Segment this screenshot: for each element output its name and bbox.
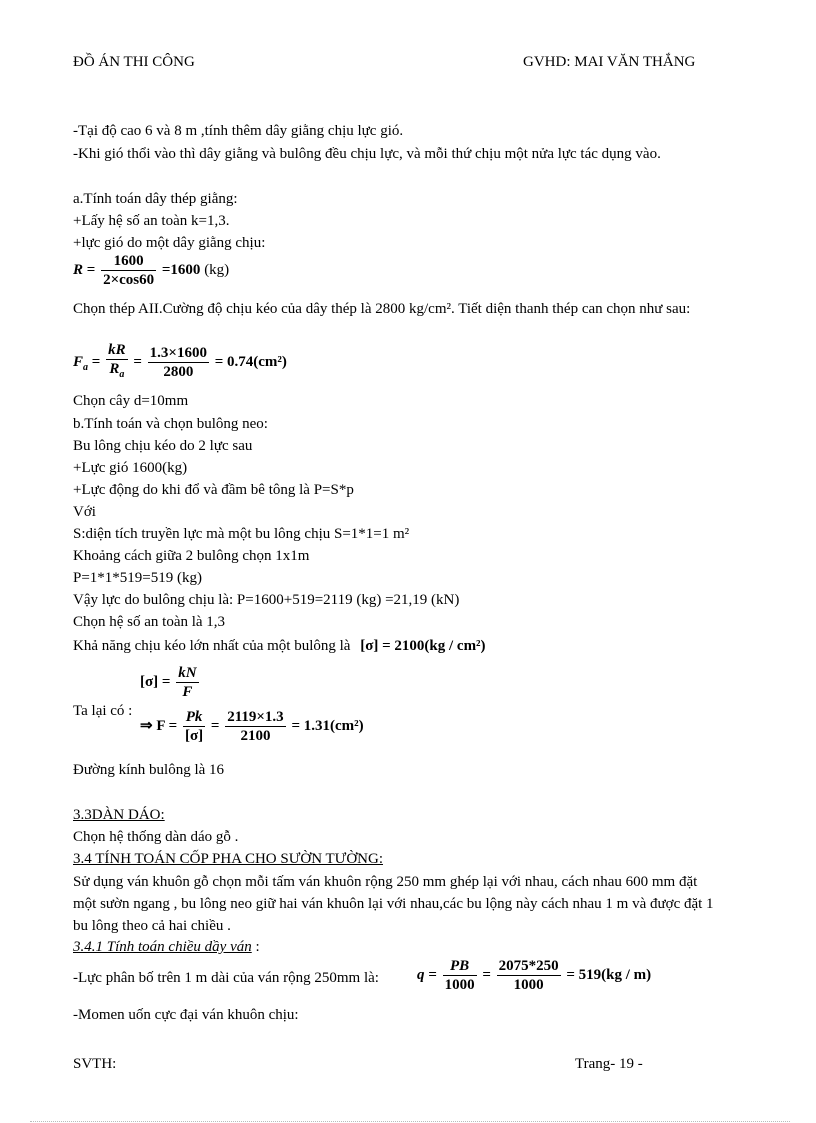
text-line: Khoảng cách giữa 2 bulông chọn 1x1m <box>73 548 310 564</box>
section-heading-3-4: 3.4 TÍNH TOÁN CỐP PHA CHO SƯỜN TƯỜNG: <box>73 851 383 867</box>
eq-fa-result: = 0.74(cm²) <box>214 353 287 370</box>
eq-fa-num2: 1.3×1600 <box>149 345 207 361</box>
text-line: Ta lại có : <box>73 703 133 719</box>
header-title: ĐỒ ÁN THI CÔNG <box>73 54 195 70</box>
text-line: Chọn cây d=10mm <box>73 393 189 409</box>
eq-fa-den2: 2800 <box>163 364 194 380</box>
equation-wind-force: R = $\frac{1600}{2\times\cos 60}$ =1600 (kg) <box>73 253 230 288</box>
eq-r-den: 2×cos60 <box>103 272 155 288</box>
eq-f-den2: 2100 <box>240 728 271 744</box>
eq-f-result: = 1.31(cm²) <box>291 717 364 734</box>
eq-f-lhs: ⇒ F = <box>140 717 178 734</box>
page-bottom-divider <box>30 1121 790 1122</box>
text-line: Vậy lực do bulông chịu là: P=1600+519=2119 (kg) =21,19 (kN) <box>73 592 460 608</box>
eq-fa-lhs: F <box>73 353 84 370</box>
eq-r-lhs: R <box>73 261 84 278</box>
text-line: +Lấy hệ số an toàn k=1,3. <box>73 213 230 229</box>
subsection-title: 3.4.1 Tính toán chiều dầy ván <box>73 939 252 955</box>
eq-q-num2: 2075*250 <box>498 958 559 974</box>
eq-fa-den1: R <box>109 361 120 377</box>
text-line: -Khi gió thổi vào thì dây giằng và bulông đều chịu lực, và mỗi thứ chịu một nửa lực tác dụng vào. <box>73 146 661 162</box>
distributed-load-label: -Lực phân bố trên 1 m dài của ván rộng 250mm là: <box>73 970 379 986</box>
eq-sig-den: F <box>182 684 193 700</box>
text-paragraph: Sử dụng ván khuôn gỗ chọn mỗi tấm ván khuôn rộng 250 mm ghép lại với nhau, cách nhau 600 mm đặt một sườn ngang , bu lông neo giữ hai ván khuôn lại với nhau,các bu lộng này cách nhau 1 m và được đặt 1 bu lông theo cả hai chiều . <box>73 874 714 934</box>
eq-q-den2: 1000 <box>513 977 544 993</box>
eq-q-num1: PB <box>443 957 477 976</box>
eq-r-unit: (kg) <box>204 261 230 278</box>
eq-fa-num1: kR <box>108 342 126 358</box>
text-line: +Lực động do khi đổ và đầm bê tông là P=S*p <box>73 482 354 498</box>
section-heading-3-4-1 <box>73 937 260 957</box>
text-line: P=1*1*519=519 (kg) <box>73 570 203 586</box>
eq-q-result: = 519(kg / m) <box>566 966 652 983</box>
header-advisor: GVHD: MAI VĂN THẮNG <box>523 54 696 70</box>
text-line: a.Tính toán dây thép giằng: <box>73 191 238 207</box>
equation-bolt-area: ⇒ F = $\frac{Pk}{[\sigma]}$ = $\frac{2119\times 1.3}{2100}$ = 1.31(cm²) <box>140 709 364 744</box>
text-line: S:diện tích truyền lực mà một bu lông chịu S=1*1=1 m² <box>73 526 410 542</box>
text-line: +Lực gió 1600(kg) <box>73 460 188 476</box>
footer-page-number: Trang- 19 - <box>575 1056 643 1072</box>
text-line: -Momen uốn cực đại ván khuôn chịu: <box>73 1007 299 1023</box>
eq-sig-lhs: [σ] = <box>140 673 171 690</box>
subsection-colon: : <box>251 939 260 955</box>
equation-steel-area: $F_a$ = $\frac{kR}{R_a}$ = $\frac{1.3\times 1600}{2800}$ = 0.74(cm²) <box>73 342 287 380</box>
text-line: +lực gió do một dây giằng chịu: <box>73 235 266 251</box>
text-line: Chọn hệ thống dàn dáo gỗ . <box>73 829 239 845</box>
text-line: Chọn hệ số an toàn là 1,3 <box>73 614 226 630</box>
eq-f-den1: [σ] <box>184 728 204 744</box>
eq-r-num: 1600 <box>101 252 156 271</box>
equation-sigma <box>140 664 201 701</box>
text-line: Với <box>73 504 96 520</box>
eq-f-num2: 2119×1.3 <box>227 709 284 725</box>
text-line: Đường kính bulông là 16 <box>73 762 225 778</box>
text-line: Chọn thép AII.Cường độ chịu kéo của dây thép là 2800 kg/cm². Tiết diện thanh thép can chọn như sau: <box>73 301 691 317</box>
eq-q-lhs: q = <box>417 966 437 983</box>
text-line-distributed-load <box>73 968 379 988</box>
section-heading-3-3: 3.3DÀN DÁO: <box>73 807 165 823</box>
text-line: -Tại độ cao 6 và 8 m ,tính thêm dây giằng chịu lực gió. <box>73 123 404 139</box>
eq-f-num1: Pk <box>183 708 205 727</box>
eq-sig-num: kN <box>178 665 197 681</box>
text-line: Bu lông chịu kéo do 2 lực sau <box>73 438 253 454</box>
equation-distributed-load: q = $\frac{PB}{1000}$ = $\frac{2075*250}{1000}$ = 519(kg / m) <box>417 958 652 993</box>
eq-r-result: =1600 <box>161 261 201 278</box>
max-stress-label: Khả năng chịu kéo lớn nhất của một bulông là <box>73 638 351 654</box>
footer-student: SVTH: <box>73 1056 117 1072</box>
text-line: b.Tính toán và chọn bulông neo: <box>73 416 268 432</box>
eq-q-den1: 1000 <box>444 977 475 993</box>
text-line-max-stress <box>73 636 486 656</box>
eq-sigma-max: [σ] = 2100(kg / cm²) <box>360 638 486 654</box>
